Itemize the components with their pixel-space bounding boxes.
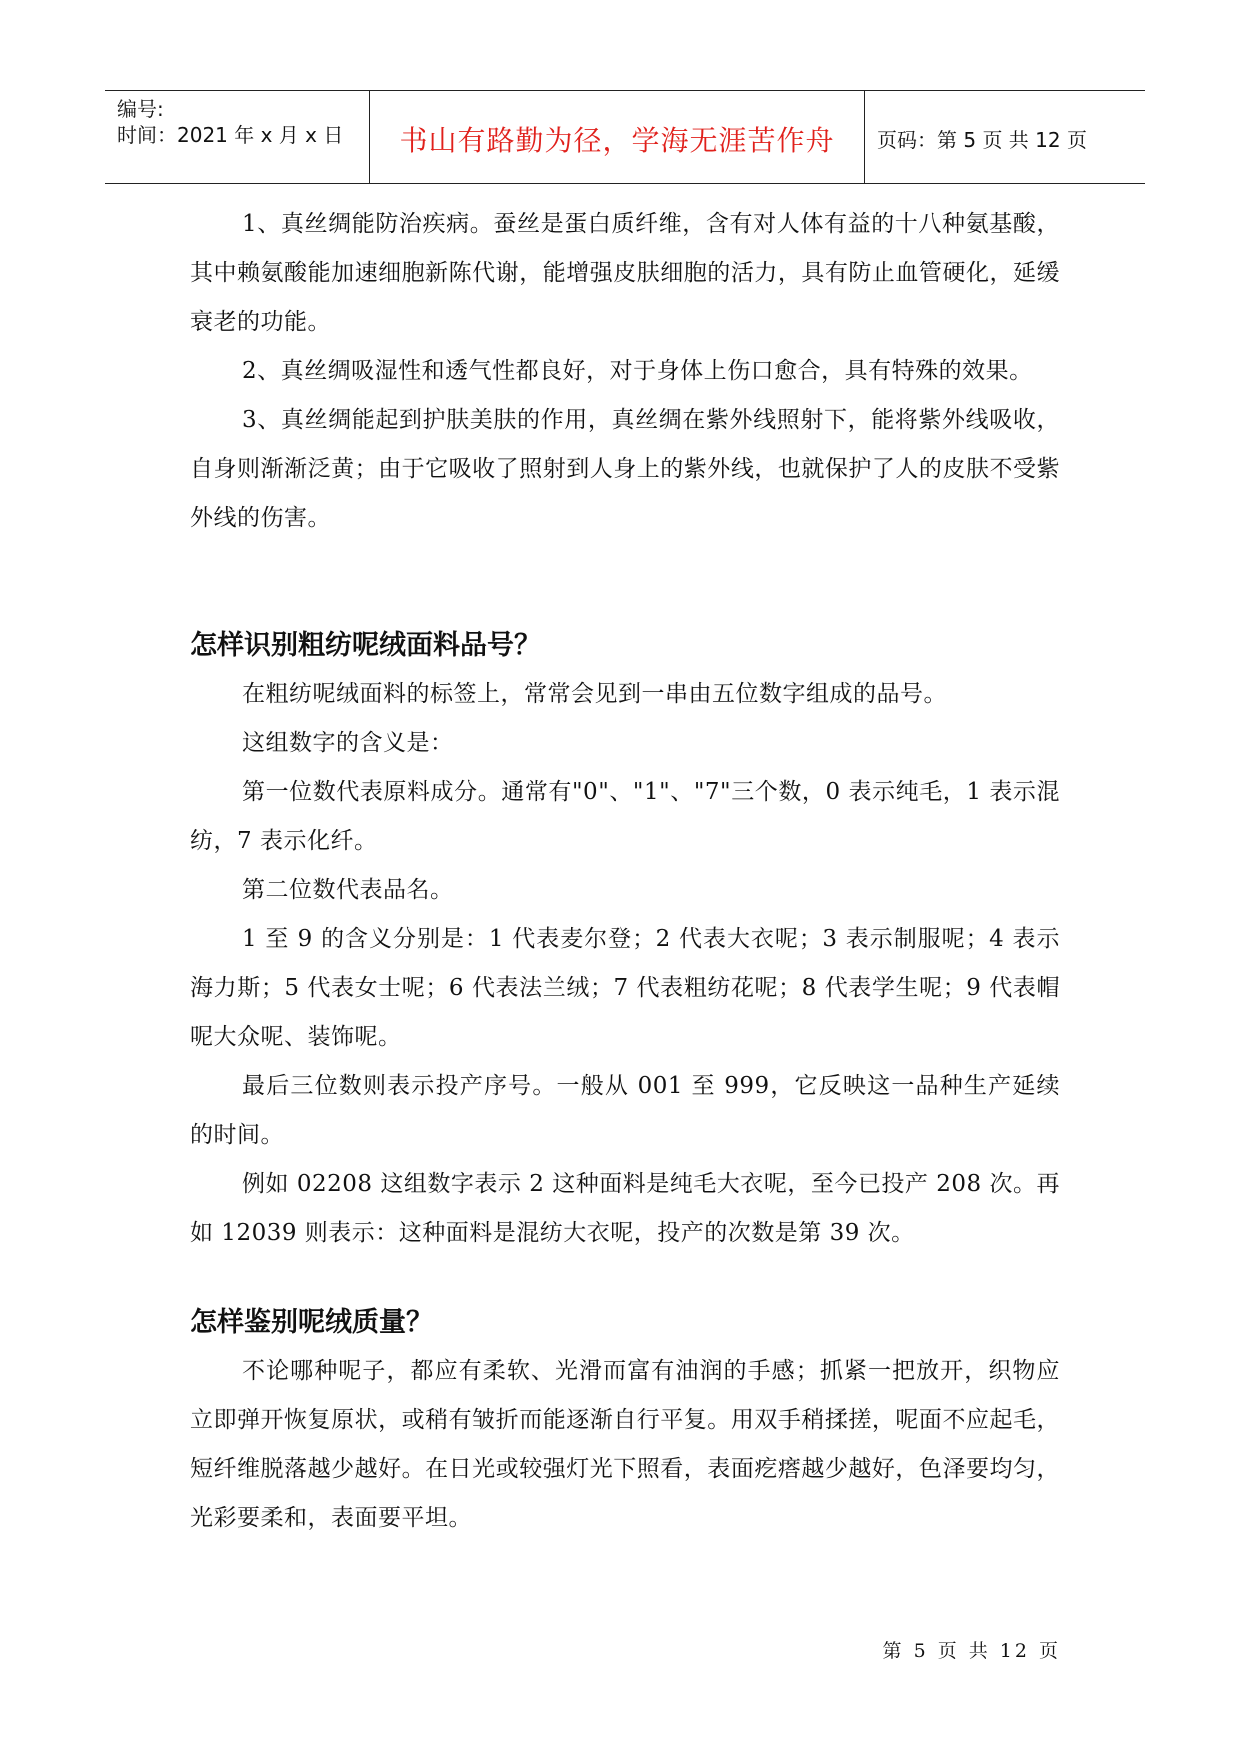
header-meta-cell <box>105 91 370 183</box>
paragraph: 例如 02208 这组数字表示 2 这种面料是纯毛大衣呢，至今已投产 208 次。再如 12039 则表示：这种面料是混纺大衣呢，投产的次数是第 39 次。 <box>190 1171 1060 1246</box>
header-motto-cell <box>370 91 865 183</box>
page-info: 页码：第 5 页 共 12 页 <box>877 128 1087 152</box>
paragraph: 2、真丝绸吸湿性和透气性都良好，对于身体上伤口愈合，具有特殊的效果。 <box>242 358 1033 384</box>
paragraph: 1、真丝绸能防治疾病。蚕丝是蛋白质纤维，含有对人体有益的十八种氨基酸，其中赖氨酸能加速细胞新陈代谢，能增强皮肤细胞的活力，具有防止血管硬化，延缓衰老的功能。 <box>190 211 1060 335</box>
paragraph: 第二位数代表品名。 <box>242 877 454 903</box>
paragraph: 这组数字的含义是： <box>242 730 454 756</box>
paragraph: 1 至 9 的含义分别是：1 代表麦尔登；2 代表大衣呢；3 表示制服呢；4 表示海力斯；5 代表女士呢；6 代表法兰绒；7 代表粗纺花呢；8 代表学生呢；9 代表帽呢大众呢、装饰呢。 <box>190 926 1060 1050</box>
section-heading: 怎样鉴别呢绒质量？ <box>190 1307 433 1338</box>
page-footer: 第 5 页 共 12 页 <box>882 1640 1061 1662</box>
motto: 书山有路勤为径，学海无涯苦作舟 <box>399 124 835 157</box>
section-heading: 怎样识别粗纺呢绒面料品号？ <box>190 630 541 661</box>
paragraph: 不论哪种呢子，都应有柔软、光滑而富有油润的手感；抓紧一把放开，织物应立即弹开恢复原状，或稍有皱折而能逐渐自行平复。用双手稍揉搓，呢面不应起毛，短纤维脱落越少越好。在日光或较强灯光下照看，表面疙瘩越少越好，色泽要均匀，光彩要柔和，表面要平坦。 <box>190 1358 1060 1531</box>
paragraph: 第一位数代表原料成分。通常有"0"、"1"、"7"三个数，0 表示纯毛，1 表示混纺，7 表示化纤。 <box>190 779 1060 854</box>
paragraph: 3、真丝绸能起到护肤美肤的作用，真丝绸在紫外线照射下，能将紫外线吸收，自身则渐渐泛黄；由于它吸收了照射到人身上的紫外线，也就保护了人的皮肤不受紫外线的伤害。 <box>190 407 1060 531</box>
paragraph: 最后三位数则表示投产序号。一般从 001 至 999，它反映这一品种生产延续的时间。 <box>190 1073 1060 1148</box>
paragraph: 在粗纺呢绒面料的标签上，常常会见到一串由五位数字组成的品号。 <box>242 681 947 707</box>
header-page-cell <box>865 91 1145 183</box>
document-body <box>190 200 1060 1543</box>
page-header <box>105 90 1145 184</box>
serial-label: 编号: <box>117 97 164 121</box>
time-label: 时间：2021 年 x 月 x 日 <box>117 123 344 147</box>
